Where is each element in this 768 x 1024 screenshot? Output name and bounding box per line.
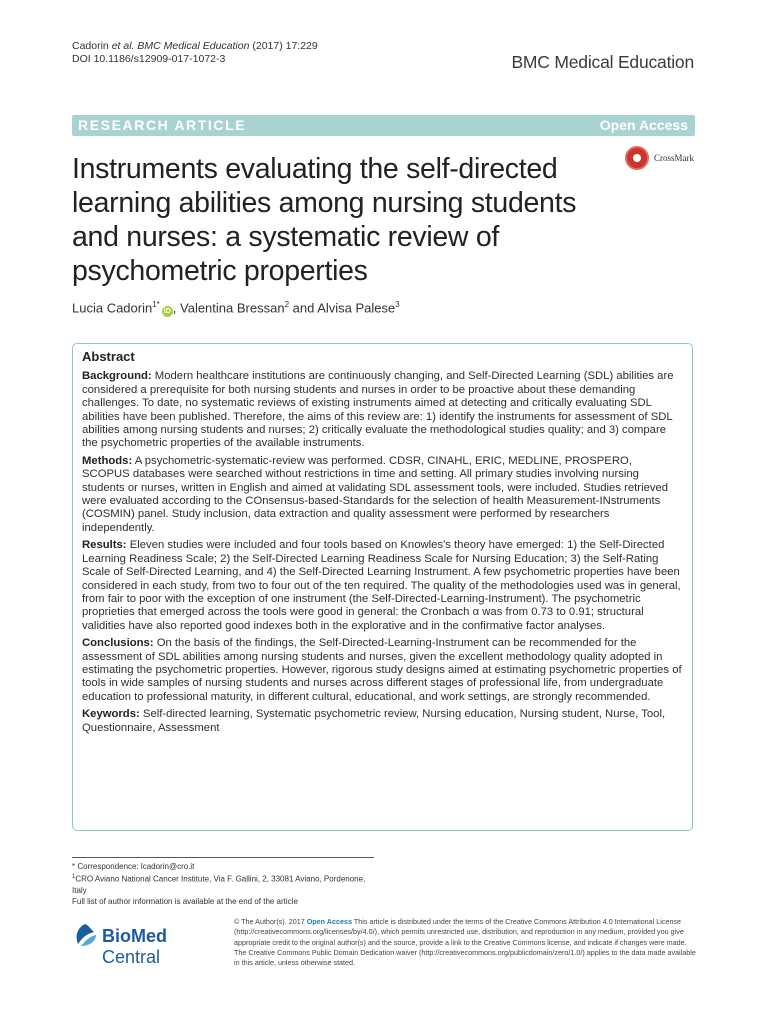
section-text: A psychometric-systematic-review was performed. CDSR, CINAHL, ERIC, MEDLINE, PROSPERO, SCOPUS databases were searched without restrictions in time and setting. All primary studies involving nursing students or nurses, written in English and aimed at validating SDL assessment tools, were included. Studies retrieved were evaluated according to the COnsensus-based-Standards for the selection of health Measurement-INstruments (COSMIN) panel. Study inclusion, data extraction and quality assessment were performed by researchers independently. bbox=[82, 454, 669, 534]
abstract-keywords bbox=[82, 708, 682, 735]
publisher-name: BioMed Central bbox=[102, 926, 167, 967]
abstract-conclusions bbox=[82, 637, 682, 704]
open-access-note: Open Access bbox=[306, 917, 352, 926]
biomed-central-leaf-icon bbox=[72, 922, 98, 948]
footnotes bbox=[72, 861, 372, 907]
section-text: Self-directed learning, Systematic psychometric review, Nursing education, Nursing student, Nurse, Tool, Questionnaire, Assessment bbox=[82, 708, 666, 734]
crossmark-badge[interactable] bbox=[625, 146, 700, 174]
section-label: Methods: bbox=[82, 454, 133, 467]
abstract-methods bbox=[82, 455, 682, 535]
article-type-label: RESEARCH ARTICLE bbox=[78, 117, 247, 133]
abstract-content bbox=[82, 350, 682, 739]
biomed-central-logo bbox=[72, 918, 222, 967]
section-label: Keywords: bbox=[82, 708, 140, 721]
author-affiliation-mark: 2 bbox=[284, 300, 290, 309]
section-label: Conclusions: bbox=[82, 637, 154, 650]
license-statement: © The Author(s). 2017 Open Access This article is distributed under the terms of the Creative Commons Attribution 4.0 International License (http://creativecommons.org/licenses/by/4.0/), which permits unrestricted use, distribution, and reproduction in any medium, provided you give appropriate credit to the original author(s) and the source, provide a link to the Creative Commons license, and indicate if changes were made. The Creative Commons Public Domain Dedication waiver (http://creativecommons.org/publicdomain/zero/1.0/) applies to the data made available in this article, unless otherwise stated. bbox=[234, 917, 696, 968]
affiliation-note: $^1$CRO Aviano National Cancer Institute, Via F. Gallini, 2, 33081 Aviano, Pordenone, Italy bbox=[72, 874, 366, 895]
author-info-note: Full list of author information is available at the end of the article bbox=[72, 896, 298, 906]
citation-journal: et al. BMC Medical Education bbox=[111, 40, 250, 52]
author-name[interactable]: , Valentina Bressan bbox=[172, 300, 285, 316]
section-label: Background: bbox=[82, 370, 152, 383]
doi[interactable]: DOI 10.1186/s12909-017-1072-3 bbox=[72, 53, 226, 65]
article-type-banner bbox=[72, 115, 695, 136]
crossmark-label: CrossMark bbox=[654, 153, 694, 163]
correspondence-note: * Correspondence: lcadorin@cro.it bbox=[72, 862, 195, 871]
author-affiliation-mark: 3 bbox=[395, 300, 400, 309]
abstract-heading: Abstract bbox=[82, 349, 135, 364]
footnote-divider bbox=[72, 857, 374, 858]
crossmark-icon bbox=[625, 146, 649, 170]
section-text: Modern healthcare institutions are continuously changing, and Self-Directed Learning (SDL) abilities are considered a prerequisite for both nursing students and nurses in order to be proactive about these demanding challenges. To date, no systematic reviews of existing instruments aimed at detecting and critically evaluating SDL abilities have been published. Therefore, the aims of this review are: 1) identify the instruments for assessment of SDL abilities among nursing students and nurses; 2) critically evaluate the methodological studies quality; and 3) compare the psychometric properties of the available instruments. bbox=[82, 370, 674, 450]
citation-line: Cadorin et al. BMC Medical Education (2017) 17:229 bbox=[72, 40, 318, 52]
abstract-box bbox=[72, 343, 693, 831]
abstract-background bbox=[82, 370, 682, 450]
abstract-results bbox=[82, 539, 682, 633]
author-name[interactable]: Lucia Cadorin bbox=[72, 300, 153, 316]
author-name[interactable]: and Alvisa Palese bbox=[289, 300, 396, 316]
section-text: Eleven studies were included and four tools based on Knowles's theory have emerged: 1) the Self-Directed Learning Readiness Scale; 2) the Self-Directed Learning Readiness Scale for Nursing Education; 3) the Self-Rating Scale of Self-Directed Learning, and 4) the Self-Directed Learning Instrument. A few psychometric properties have been considered in each study, from two to four out of the ten required. The quality of the methodologies used was in general, from fair to poor with the exception of one instrument (the Self-Directed-Learning-Instrument). The psychometric proprieties that emerged across the tools were good in general: the Cronbach α was from 0.73 to 0.91; structural validities have also reported good indexes both in the explorative and in the confirmative factor analyses. bbox=[82, 539, 681, 632]
citation-header bbox=[72, 40, 318, 66]
journal-name: BMC Medical Education bbox=[511, 52, 694, 72]
author-list bbox=[72, 300, 400, 317]
article-title: Instruments evaluating the self-directed learning abilities among nursing students and nurses: a systematic review of psychometric properties bbox=[72, 153, 577, 287]
author-affiliation-mark: 1* bbox=[152, 300, 160, 309]
section-label: Results: bbox=[82, 539, 127, 552]
section-text: On the basis of the findings, the Self-Directed-Learning-Instrument can be recommended for the assessment of SDL abilities among nursing students and nurses, given the excellent methodology quality adopted in estimating the psychometric properties. However, rigorous study designs aimed at estimating psychometric properties of tools in wide samples of nursing students and nurses across different stages of professional life, from undergraduate education to professional maturity, in different cultural, educational, and work settings, are strongly recommended. bbox=[82, 637, 682, 703]
open-access-label: Open Access bbox=[599, 117, 688, 133]
orcid-icon[interactable]: iD bbox=[163, 308, 171, 316]
